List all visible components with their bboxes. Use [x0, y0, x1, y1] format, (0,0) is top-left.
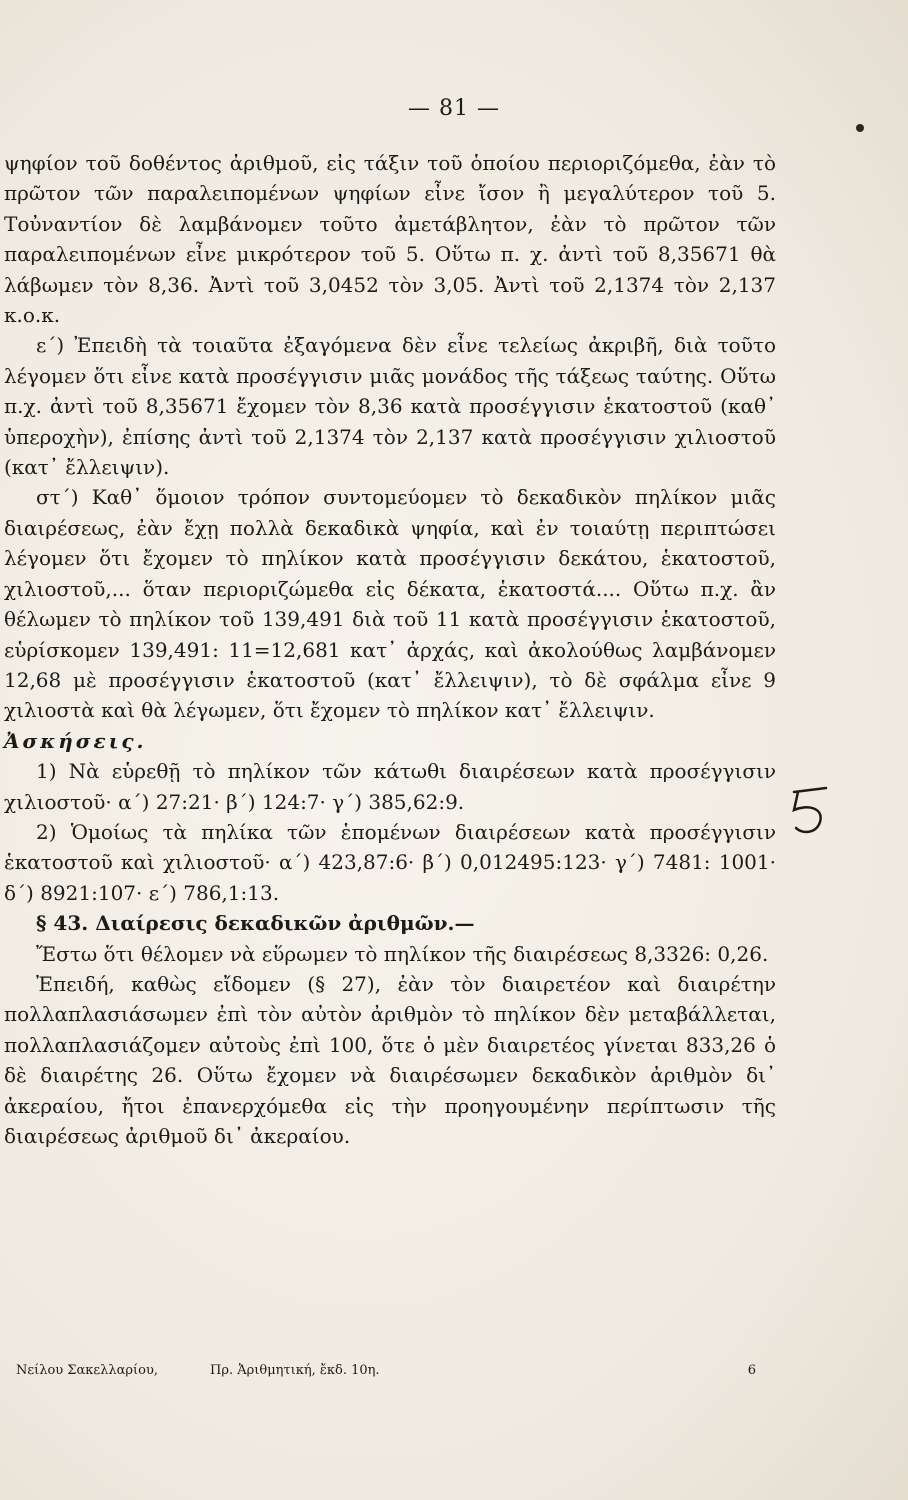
footer-signature-number: 6 — [747, 1363, 756, 1378]
exercise-2: 2) Ὁμοίως τὰ πηλίκα τῶν ἑπομένων διαιρέσεων κατὰ προσέγγισιν ἑκατοστοῦ καὶ χιλιοστοῦ· α΄) 423,87:6· β΄) 0,012495:123· γ΄) 7481: 1001· δ΄) 8921:107· ε΄) 786,1:13. — [4, 819, 776, 905]
paragraph-st: στ΄) Καθ᾽ ὅμοιον τρόπον συντομεύομεν τὸ δεκαδικὸν πηλίκον μιᾶς διαιρέσεως, ἐὰν ἔχῃ πολλὰ δεκαδικὰ ψηφία, καὶ ἐν τοιαύτῃ περιπτώσει λέγομεν ὅτι ἔχομεν τὸ πηλίκον κατὰ προσέγγισιν δεκάτου, ἑκατοστοῦ, χιλιοστοῦ,... ὅταν περιοριζώμεθα εἰς δέκατα, ἑκατοστά.... Οὕτω π.χ. ἂν θέλωμεν τὸ πηλίκον τοῦ 139,491 διὰ τοῦ 11 κατὰ προσέγγισιν ἑκατοστοῦ, εὑρίσκομεν 139,491: 11=12,681 κατ᾽ ἀρχάς, καὶ ἀκολούθως λαμβάνομεν 12,68 μὲ προσέγγισιν ἑκατοστοῦ (κατ᾽ ἔλλειψιν), τὸ δὲ σφάλμα εἶνε 9 χιλιοστὰ καὶ θὰ λέγωμεν, ὅτι ἔχομεν τὸ πηλίκον κατ᾽ ἔλλειψιν. — [4, 485, 776, 723]
exercise-1: 1) Νὰ εὑρεθῇ τὸ πηλίκον τῶν κάτωθι διαιρέσεων κατὰ προσέγγισιν χιλιοστοῦ· α΄) 27:21· β΄) 124:7· γ΄) 385,62:9. — [4, 759, 776, 814]
section-paragraph-2: Ἐπειδή, καθὼς εἴδομεν (§ 27), ἐὰν τὸν διαιρετέον καὶ διαιρέτην πολλαπλασιάσωμεν ἐπὶ τὸν αὐτὸν ἀριθμὸν τὸ πηλίκον δὲν μεταβάλλεται, πολλαπλασιάζομεν αὐτοὺς ἐπὶ 100, ὅτε ὁ μὲν διαιρετέος γίνεται 833,26 ὁ δὲ διαιρέτης 26. Οὕτω ἔχομεν νὰ διαιρέσωμεν δεκαδικὸν ἀριθμὸν δι᾽ ἀκεραίου, ἤτοι ἐπανερχόμεθα εἰς τὴν προηγουμένην περίπτωσιν τῆς διαιρέσεως ἀριθμοῦ δι᾽ ἀκεραίου. — [4, 971, 776, 1148]
page-number: — 81 — — [408, 96, 500, 121]
paragraph-e: ε΄) Ἐπειδὴ τὰ τοιαῦτα ἐξαγόμενα δὲν εἶνε τελείως ἀκριβῆ, διὰ τοῦτο λέγομεν ὅτι εἶνε κατὰ προσέγγισιν μιᾶς μονάδος τῆς τάξεως ταύτης. Οὕτω π.χ. ἀντὶ τοῦ 8,35671 ἔχομεν τὸν 8,36 κατὰ προσέγγισιν ἑκατοστοῦ (καθ᾽ ὑπεροχὴν), ἐπίσης ἀντὶ τοῦ 2,1374 τὸν 2,137 κατὰ προσέγγισιν χιλιοστοῦ (κατ᾽ ἔλλειψιν). — [4, 333, 776, 480]
ink-dot — [856, 124, 864, 132]
section-title: Διαίρεσις δεκαδικῶν ἀριθμῶν.— — [95, 911, 475, 936]
section-heading — [4, 908, 776, 938]
body-text — [4, 148, 776, 1151]
paragraph-continuation: ψηφίον τοῦ δοθέντος ἀριθμοῦ, εἰς τάξιν τοῦ ὁποίου περιοριζόμεθα, ἐὰν τὸ πρῶτον τῶν παραλειπομένων ψηφίων εἶνε ἴσον ἢ μεγαλύτερον τοῦ 5. Τοὐναντίον δὲ λαμβάνομεν τοῦτο ἀμετάβλητον, ἐὰν τὸ πρῶτον τῶν παραλειπομένων εἶνε μικρότερον τοῦ 5. Οὕτω π. χ. ἀντὶ τοῦ 8,35671 θὰ λάβωμεν τὸν 8,36. Ἀντὶ τοῦ 3,0452 τὸν 3,05. Ἀντὶ τοῦ 2,1374 τὸν 2,137 κ.ο.κ. — [4, 151, 776, 328]
footer-book-title: Πρ. Ἀριθμητική, ἔκδ. 10η. — [210, 1363, 380, 1378]
footer-author: Νείλου Σακελλαρίου, — [16, 1363, 158, 1378]
section-paragraph-1: Ἔστω ὅτι θέλομεν νὰ εὕρωμεν τὸ πηλίκον τῆς διαιρέσεως 8,3326: 0,26. — [36, 941, 769, 966]
section-number: § 43. — [36, 911, 89, 936]
handwritten-margin-mark — [786, 780, 836, 840]
exercises-heading: Ἀσκήσεις. — [4, 728, 147, 753]
page-footer — [16, 1363, 756, 1378]
